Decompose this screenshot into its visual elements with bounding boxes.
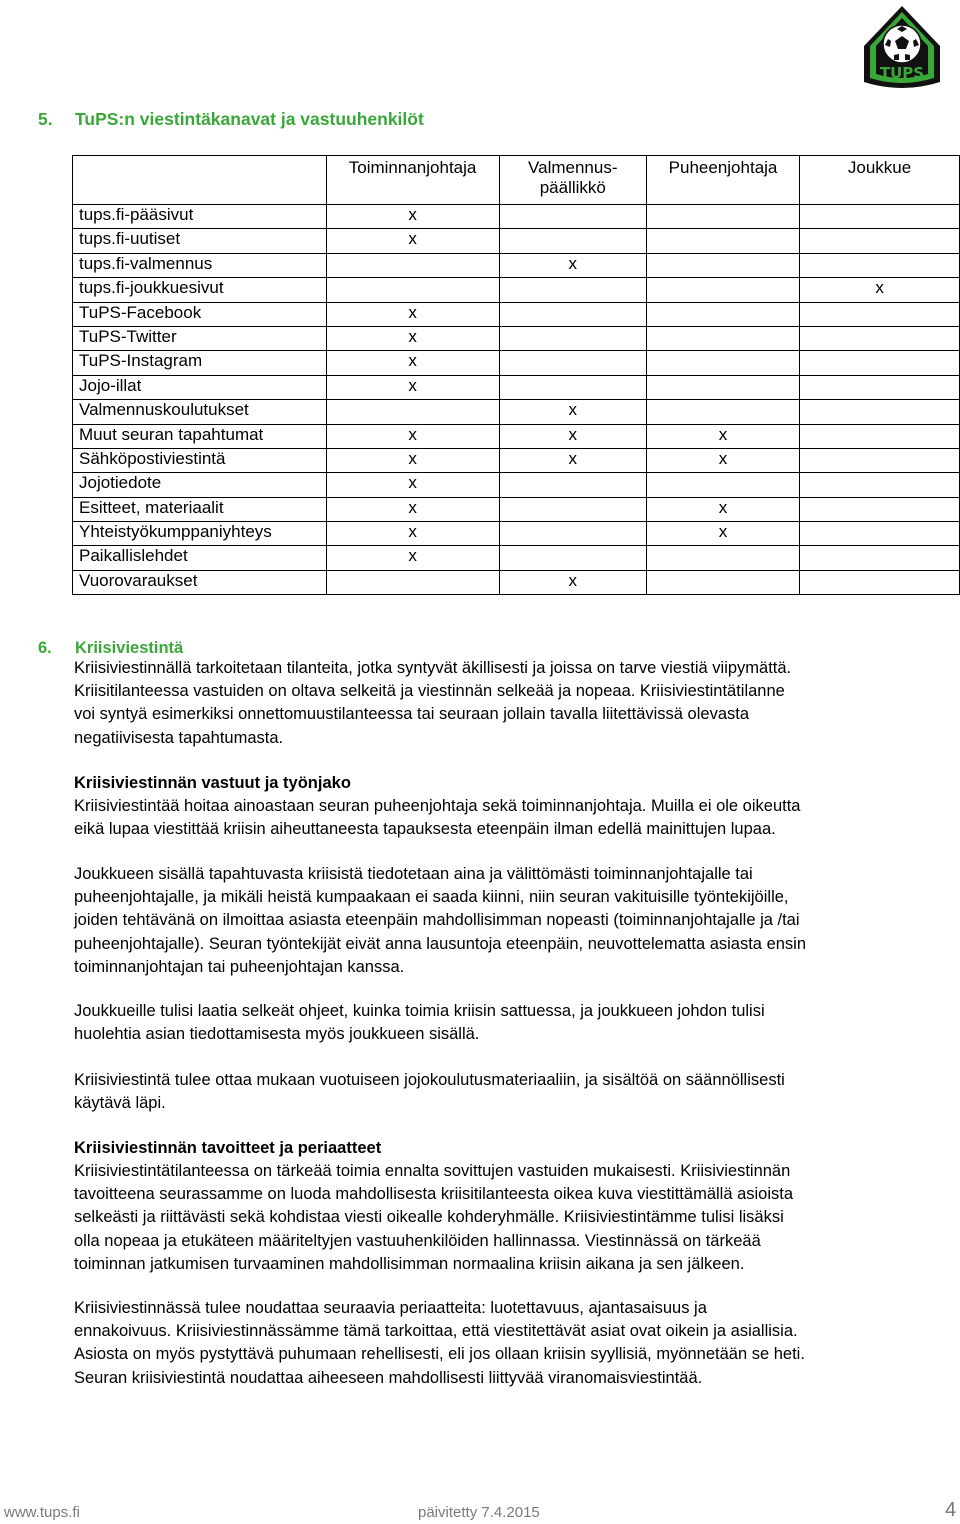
channel-name-cell: tups.fi-joukkuesivut (73, 278, 327, 302)
paragraph-line: Kriisiviestintätilanteessa on tärkeää toimia ennalta sovittujen vastuiden mukaisesti. Kriisiviestinnän (74, 1162, 791, 1180)
paragraph-line: Joukkueille tulisi laatia selkeät ohjeet, kuinka toimia kriisin sattuessa, ja joukkueen johdon tulisi (74, 1002, 765, 1020)
paragraph-line: ennakoivuus. Kriisiviestinnässämme tämä tarkoittaa, että viestitettävät asiat ovat oikein ja asiallisia. (74, 1322, 798, 1341)
section-6-number: 6. (38, 639, 52, 657)
responsibility-mark-cell (646, 546, 799, 570)
section-5-heading (38, 108, 424, 130)
channel-name-cell: Paikallislehdet (73, 546, 327, 570)
paragraph-line: toiminnanjohtajan tai puheenjohtajan kanssa. (74, 957, 405, 976)
table-row (73, 326, 960, 350)
responsibility-mark-cell (499, 278, 646, 302)
section-6-heading (38, 637, 183, 659)
table-row (73, 278, 960, 302)
table-row (73, 448, 960, 472)
table-row (73, 253, 960, 277)
responsibility-mark-cell: x (326, 424, 499, 448)
channels-responsibility-table (72, 155, 960, 595)
paragraph-line: käytävä läpi. (74, 1094, 166, 1113)
responsibility-mark-cell (800, 497, 960, 521)
paragraph-line: Kriisiviestinnässä tulee noudattaa seuraavia periaatteita: luotettavuus, ajantasaisuus ja (74, 1299, 707, 1317)
paragraph-line: puheenjohtajalle). Seuran työntekijät eivät anna lausuntoja eteenpäin, neuvottelematta asiasta ensin (74, 934, 807, 953)
channel-name-cell: Valmennuskoulutukset (73, 400, 327, 424)
channel-name-cell: Jojo-illat (73, 375, 327, 399)
paragraph-line: olla nopeaa ja etukäteen määriteltyjen vastuuhenkilöiden hallinnassa. Viestinnässä on tärkeää (74, 1231, 761, 1250)
responsibility-mark-cell (646, 278, 799, 302)
table-row (73, 473, 960, 497)
section-5-title: TuPS:n viestintäkanavat ja vastuuhenkilöt (75, 109, 424, 129)
tups-shield-logo-icon (856, 2, 948, 94)
responsibility-mark-cell: x (499, 253, 646, 277)
channel-name-cell: tups.fi-valmennus (73, 253, 327, 277)
responsibility-mark-cell (646, 302, 799, 326)
channel-name-cell: Yhteistyökumppaniyhteys (73, 522, 327, 546)
paragraph-line: Joukkueen sisällä tapahtuvasta kriisistä tiedotetaan aina ja välittömästi toiminnanjohtajalle tai (74, 865, 753, 883)
responsibility-mark-cell (800, 473, 960, 497)
responsibility-mark-cell (646, 351, 799, 375)
responsibility-mark-cell (646, 229, 799, 253)
table-header-cell: Puheenjohtaja (646, 156, 799, 205)
paragraph-line: Kriisiviestintää hoitaa ainoastaan seuran puheenjohtaja sekä toiminnanjohtaja. Muilla ei ole oikeutta (74, 797, 801, 815)
paragraph-line: eikä lupaa viestittää kriisin aiheuttaneesta tapauksesta eteenpäin ilman edellä mainittujen lupaa. (74, 820, 776, 839)
goals-heading: Kriisiviestinnän tavoitteet ja periaatteet (74, 1139, 382, 1157)
paragraph-line: Asiosta on myös pystyttävä puhumaan rehellisesti, eli jos ollaan kriisin syyllisiä, myönnetään se heti. (74, 1345, 805, 1364)
table-row (73, 375, 960, 399)
responsibility-mark-cell: x (499, 570, 646, 594)
responsibility-mark-cell (646, 205, 799, 229)
paragraph-line: Kriisiviestinnällä tarkoitetaan tilanteita, jotka syntyvät äkillisesti ja joissa on tarve viestiä viipymättä. (74, 659, 792, 677)
paragraph-line: selkeästi ja riittävästi sekä kohdistaa viesti oikealle kohderyhmälle. Kriisiviestintämme tulisi lisäksi (74, 1208, 784, 1227)
table-header-cell: Joukkue (800, 156, 960, 205)
responsibility-mark-cell (499, 302, 646, 326)
responsibility-mark-cell (646, 570, 799, 594)
table-row (73, 302, 960, 326)
responsibility-mark-cell (800, 570, 960, 594)
responsibility-mark-cell (800, 375, 960, 399)
responsibility-mark-cell (800, 326, 960, 350)
footer-updated-date: päivitetty 7.4.2015 (418, 1504, 540, 1521)
section-5-number: 5. (38, 109, 53, 129)
responsibilities-paragraph (74, 795, 958, 841)
intro-paragraph (74, 657, 958, 750)
responsibility-mark-cell: x (499, 448, 646, 472)
paragraph-line: voi syntyä esimerkiksi onnettomuustilanteessa tai seuraan jollain tavalla liitettävissä olevasta (74, 705, 750, 724)
club-logo (856, 2, 948, 94)
channel-name-cell: Sähköpostiviestintä (73, 448, 327, 472)
page-number: 4 (945, 1499, 957, 1521)
responsibility-mark-cell: x (646, 448, 799, 472)
table-row (73, 546, 960, 570)
responsibility-mark-cell (800, 302, 960, 326)
channel-name-cell: Jojotiedote (73, 473, 327, 497)
responsibility-mark-cell (499, 229, 646, 253)
responsibility-mark-cell: x (326, 497, 499, 521)
paragraph-line: negatiivisesta tapahtumasta. (74, 728, 284, 747)
responsibility-mark-cell: x (326, 522, 499, 546)
responsibility-mark-cell (499, 326, 646, 350)
responsibility-mark-cell (499, 497, 646, 521)
principles-paragraph (74, 1297, 958, 1390)
responsibility-mark-cell (646, 375, 799, 399)
table-header-cell (73, 156, 327, 205)
table-row (73, 570, 960, 594)
channel-name-cell: TuPS-Facebook (73, 302, 327, 326)
footer-url-link[interactable]: www.tups.fi (4, 1504, 80, 1521)
responsibility-mark-cell (800, 351, 960, 375)
responsibility-mark-cell (646, 400, 799, 424)
responsibility-mark-cell: x (326, 229, 499, 253)
responsibility-mark-cell: x (326, 546, 499, 570)
paragraph-line: joiden tehtävänä on ilmoittaa asiasta eteenpäin mahdollisimman nopeasti (toiminnanjohtajalle ja /tai (74, 911, 800, 930)
responsibility-mark-cell: x (646, 497, 799, 521)
section-6-title: Kriisiviestintä (75, 639, 184, 657)
team-internal-paragraph (74, 863, 958, 979)
responsibility-mark-cell (326, 570, 499, 594)
channel-name-cell: tups.fi-uutiset (73, 229, 327, 253)
paragraph-line: huolehtia asian tiedottamisesta myös joukkueen sisällä. (74, 1025, 480, 1044)
table-row (73, 229, 960, 253)
responsibility-mark-cell (800, 546, 960, 570)
responsibility-mark-cell (646, 326, 799, 350)
channel-name-cell: tups.fi-pääsivut (73, 205, 327, 229)
table-header-cell: Toiminnanjohtaja (326, 156, 499, 205)
table-header-row (73, 156, 960, 205)
responsibility-mark-cell: x (326, 302, 499, 326)
team-guidelines-paragraph (74, 1000, 958, 1046)
responsibility-mark-cell (800, 424, 960, 448)
channel-name-cell: TuPS-Instagram (73, 351, 327, 375)
responsibility-mark-cell (800, 229, 960, 253)
responsibility-mark-cell (800, 205, 960, 229)
responsibility-mark-cell: x (499, 400, 646, 424)
logo-text: TUPS (879, 64, 925, 82)
goals-paragraph (74, 1160, 958, 1276)
responsibility-mark-cell (800, 448, 960, 472)
responsibility-mark-cell (326, 278, 499, 302)
responsibility-mark-cell: x (646, 522, 799, 546)
paragraph-line: Kriisiviestintä tulee ottaa mukaan vuotuiseen jojokoulutusmateriaaliin, ja sisältöä on säännöllisesti (74, 1071, 785, 1089)
table-row (73, 497, 960, 521)
paragraph-line: puheenjohtajalle, ja mikäli heistä kumpaakaan ei saada kiinni, niin seuran vakituisille työntekijöille, (74, 888, 789, 907)
paragraph-line: Kriisitilanteessa vastuiden on oltava selkeitä ja viestinnän selkeää ja nopeaa. Kriisiviestintätilanne (74, 682, 785, 701)
responsibility-mark-cell: x (326, 205, 499, 229)
channel-name-cell: Muut seuran tapahtumat (73, 424, 327, 448)
table-row (73, 351, 960, 375)
table-header-cell: Valmennus-päällikkö (499, 156, 646, 205)
table-row (73, 522, 960, 546)
training-paragraph (74, 1069, 958, 1115)
responsibility-mark-cell: x (326, 448, 499, 472)
responsibility-mark-cell (326, 253, 499, 277)
responsibility-mark-cell (646, 253, 799, 277)
paragraph-line: Seuran kriisiviestintä noudattaa aiheeseen mahdollisesti liittyvää viranomaisviestintää. (74, 1368, 703, 1387)
channel-name-cell: TuPS-Twitter (73, 326, 327, 350)
table-row (73, 424, 960, 448)
channel-name-cell: Vuorovaraukset (73, 570, 327, 594)
channel-name-cell: Esitteet, materiaalit (73, 497, 327, 521)
responsibility-mark-cell (499, 205, 646, 229)
responsibility-mark-cell: x (326, 351, 499, 375)
responsibilities-heading: Kriisiviestinnän vastuut ja työnjako (74, 774, 351, 792)
responsibility-mark-cell (646, 473, 799, 497)
responsibility-mark-cell (499, 522, 646, 546)
responsibility-mark-cell: x (800, 278, 960, 302)
responsibility-mark-cell (800, 400, 960, 424)
responsibility-mark-cell: x (326, 326, 499, 350)
responsibility-mark-cell (499, 473, 646, 497)
responsibility-mark-cell (499, 375, 646, 399)
table-row (73, 400, 960, 424)
responsibility-mark-cell (800, 522, 960, 546)
responsibility-mark-cell (499, 546, 646, 570)
paragraph-line: tavoitteena seurassamme on luoda mahdollisesta kriisitilanteesta oikea kuva viestittämällä asioista (74, 1185, 794, 1204)
responsibility-mark-cell: x (326, 375, 499, 399)
responsibility-mark-cell: x (326, 473, 499, 497)
table-row (73, 205, 960, 229)
table-body (73, 205, 960, 595)
responsibility-mark-cell (800, 253, 960, 277)
responsibility-mark-cell: x (499, 424, 646, 448)
responsibility-mark-cell: x (646, 424, 799, 448)
responsibility-mark-cell (499, 351, 646, 375)
paragraph-line: toiminnan jatkumisen turvaaminen mahdollisimman normaalina kriisin aikana ja sen jälkeen. (74, 1254, 745, 1273)
responsibility-mark-cell (326, 400, 499, 424)
